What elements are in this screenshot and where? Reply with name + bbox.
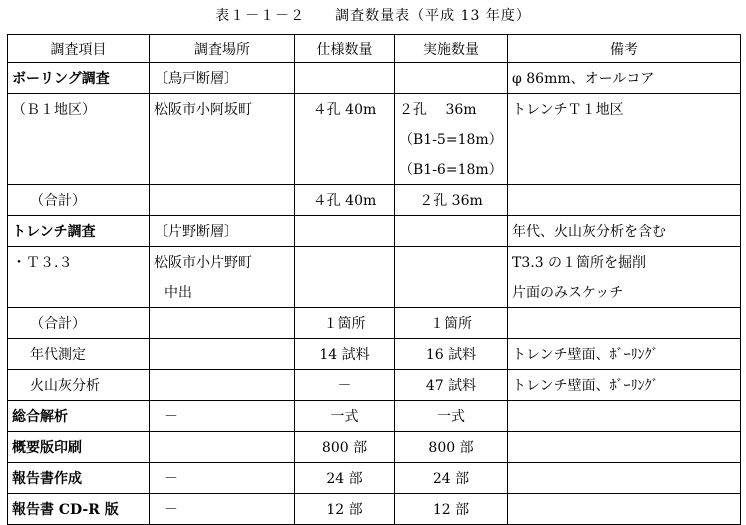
- table-row: [8, 247, 741, 278]
- cell-actual: 16 試料: [395, 339, 508, 370]
- table-row: [8, 432, 741, 463]
- cell-place: 松阪市小阿坂町: [150, 94, 295, 125]
- cell-place: [150, 339, 295, 370]
- cell-place: [150, 124, 295, 154]
- header-spec: 仕様数量: [295, 35, 395, 63]
- header-row: [8, 35, 741, 63]
- cell-note: [508, 463, 741, 494]
- cell-item: （Ｂ１地区）: [8, 94, 150, 125]
- cell-note: φ 86mm、オールコア: [508, 63, 741, 94]
- cell-spec: 12 部: [295, 494, 395, 525]
- cell-item: [8, 124, 150, 154]
- cell-spec: [295, 277, 395, 308]
- header-note: 備考: [508, 35, 741, 63]
- cell-item: 報告書 CD-R 版: [8, 494, 150, 525]
- cell-actual: ２孔 36m: [395, 94, 508, 125]
- cell-item: [8, 277, 150, 308]
- cell-spec: ４孔 40m: [295, 94, 395, 125]
- table-row: [8, 463, 741, 494]
- cell-actual: 800 部: [395, 432, 508, 463]
- cell-spec: [295, 216, 395, 247]
- cell-item: 年代測定: [8, 339, 150, 370]
- cell-place: 松阪市小片野町: [150, 247, 295, 278]
- cell-item: 報告書作成: [8, 463, 150, 494]
- cell-spec: 一式: [295, 401, 395, 432]
- table-row: [8, 308, 741, 339]
- cell-note: [508, 185, 741, 216]
- cell-place: 〔片野断層〕: [150, 216, 295, 247]
- table-row: [8, 277, 741, 308]
- cell-actual: [395, 63, 508, 94]
- cell-note: [508, 308, 741, 339]
- cell-actual: （B1-5=18m）: [395, 124, 508, 154]
- table-row: [8, 63, 741, 94]
- table-title: 表１－１－２ 調査数量表（平成 13 年度）: [215, 8, 531, 24]
- cell-note: トレンチＴ１地区: [508, 94, 741, 125]
- cell-item: （合計）: [8, 308, 150, 339]
- cell-actual: [395, 277, 508, 308]
- cell-actual: １箇所: [395, 308, 508, 339]
- cell-note: [508, 124, 741, 154]
- cell-note: [508, 432, 741, 463]
- cell-note: トレンチ壁面、ﾎﾞｰﾘﾝｸﾞ: [508, 339, 741, 370]
- header-actual: 実施数量: [395, 35, 508, 63]
- cell-actual: （B1-6=18m）: [395, 154, 508, 185]
- cell-actual: 47 試料: [395, 370, 508, 401]
- cell-note: 片面のみスケッチ: [508, 277, 741, 308]
- cell-note: 年代、火山灰分析を含む: [508, 216, 741, 247]
- table-row: [8, 216, 741, 247]
- cell-note: T3.3 の１箇所を掘削: [508, 247, 741, 278]
- table-row: [8, 94, 741, 125]
- cell-actual: ２孔 36m: [395, 185, 508, 216]
- cell-place: －: [150, 401, 295, 432]
- cell-spec: 800 部: [295, 432, 395, 463]
- cell-spec: ４孔 40m: [295, 185, 395, 216]
- survey-quantity-table: [7, 34, 741, 525]
- cell-place: 〔鳥戸断層〕: [150, 63, 295, 94]
- cell-note: [508, 401, 741, 432]
- table-row: [8, 185, 741, 216]
- cell-place: [150, 185, 295, 216]
- cell-place: 中出: [150, 277, 295, 308]
- cell-actual: [395, 216, 508, 247]
- cell-place: －: [150, 494, 295, 525]
- table-row: [8, 154, 741, 185]
- cell-actual: 12 部: [395, 494, 508, 525]
- cell-item: 概要版印刷: [8, 432, 150, 463]
- cell-note: トレンチ壁面、ﾎﾞｰﾘﾝｸﾞ: [508, 370, 741, 401]
- cell-spec: 24 部: [295, 463, 395, 494]
- cell-item: [8, 154, 150, 185]
- cell-spec: －: [295, 370, 395, 401]
- cell-note: [508, 494, 741, 525]
- cell-actual: [395, 247, 508, 278]
- cell-item: トレンチ調査: [8, 216, 150, 247]
- cell-actual: 一式: [395, 401, 508, 432]
- cell-place: －: [150, 463, 295, 494]
- header-place: 調査場所: [150, 35, 295, 63]
- cell-item: ボーリング調査: [8, 63, 150, 94]
- cell-place: [150, 370, 295, 401]
- cell-item: （合計）: [8, 185, 150, 216]
- cell-spec: [295, 154, 395, 185]
- cell-actual: 24 部: [395, 463, 508, 494]
- table-row: [8, 339, 741, 370]
- cell-item: ・Ｔ３.３: [8, 247, 150, 278]
- cell-spec: [295, 247, 395, 278]
- cell-item: 火山灰分析: [8, 370, 150, 401]
- cell-place: [150, 154, 295, 185]
- table-row: [8, 401, 741, 432]
- cell-note: [508, 154, 741, 185]
- cell-spec: 14 試料: [295, 339, 395, 370]
- cell-item: 総合解析: [8, 401, 150, 432]
- cell-spec: [295, 63, 395, 94]
- cell-spec: １箇所: [295, 308, 395, 339]
- table-row: [8, 124, 741, 154]
- header-item: 調査項目: [8, 35, 150, 63]
- cell-spec: [295, 124, 395, 154]
- table-row: [8, 370, 741, 401]
- cell-place: [150, 432, 295, 463]
- cell-place: [150, 308, 295, 339]
- table-row: [8, 494, 741, 525]
